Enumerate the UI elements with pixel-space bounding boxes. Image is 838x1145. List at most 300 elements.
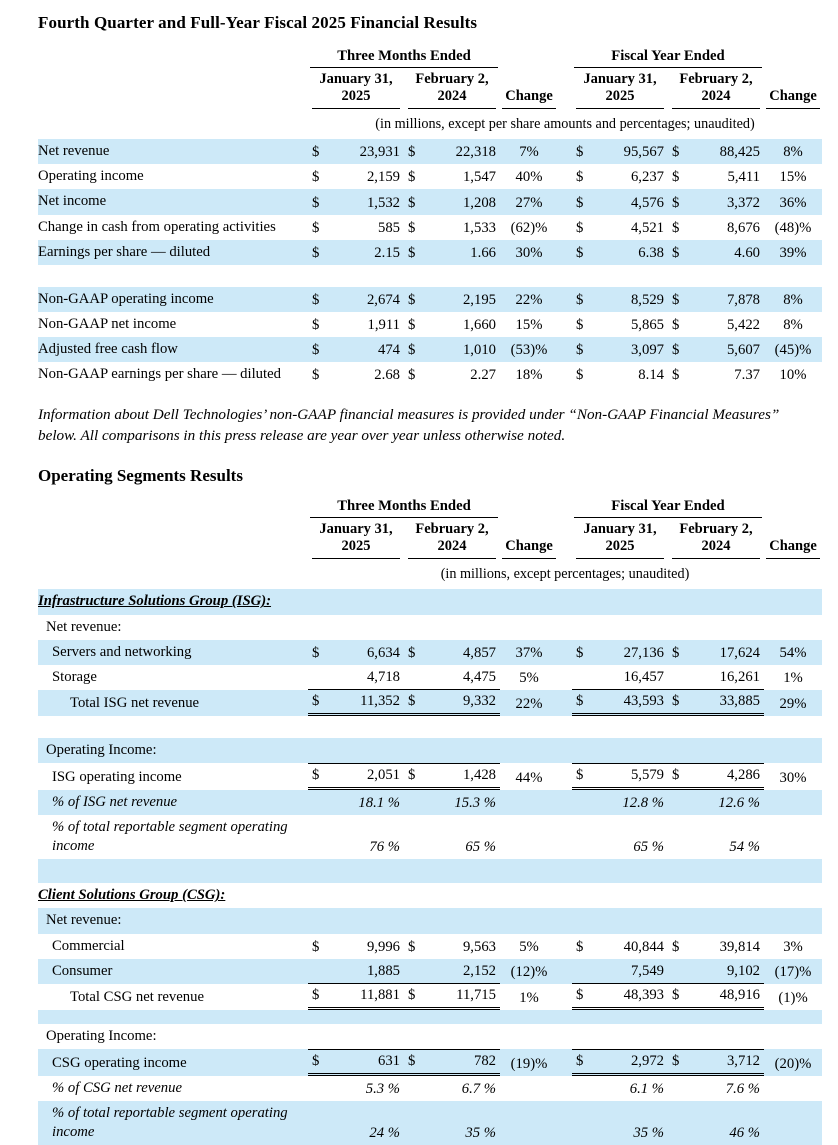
value: 2.15 xyxy=(374,244,400,261)
currency-symbol: $ xyxy=(576,194,584,211)
money-cell xyxy=(668,289,764,312)
currency-symbol: $ xyxy=(312,316,320,333)
value: 1,547 xyxy=(462,169,496,186)
money-cell xyxy=(668,836,764,859)
money-cell xyxy=(668,141,764,164)
change-cell: 39% xyxy=(779,244,807,261)
currency-symbol: $ xyxy=(408,692,416,709)
row-label: Non-GAAP operating income xyxy=(38,290,214,307)
row-label: Adjusted free cash flow xyxy=(38,340,178,357)
value: 16,261 xyxy=(719,668,760,685)
change-cell xyxy=(764,757,822,763)
change-cell: 5% xyxy=(519,669,539,686)
currency-symbol: $ xyxy=(312,169,320,186)
row-label: Total CSG net revenue xyxy=(70,988,204,1005)
currency-symbol: $ xyxy=(672,644,680,661)
row-label: Non-GAAP net income xyxy=(38,315,177,332)
money-cell xyxy=(668,936,764,959)
units-note: (in millions, except percentages; unaudited) xyxy=(440,566,690,583)
table-row xyxy=(38,984,822,1010)
money-cell xyxy=(668,242,764,265)
currency-symbol: $ xyxy=(576,219,584,236)
money-cell xyxy=(404,141,500,164)
value: 4,857 xyxy=(462,644,496,661)
row-label: Net revenue: xyxy=(46,912,122,929)
row-label: Consumer xyxy=(52,962,113,979)
currency-symbol: $ xyxy=(408,219,416,236)
currency-symbol: $ xyxy=(312,644,320,661)
change-cell: 10% xyxy=(779,367,807,384)
column-header-prior-year: February 2, 2024 xyxy=(668,521,764,559)
value: 4,521 xyxy=(630,219,664,236)
value: 23,931 xyxy=(359,144,400,161)
value: 1,010 xyxy=(462,342,496,359)
value: 4,576 xyxy=(630,194,664,211)
value: 11,881 xyxy=(360,986,400,1003)
table-row xyxy=(38,883,822,908)
money-cell xyxy=(668,928,764,934)
currency-symbol: $ xyxy=(672,219,680,236)
table-row xyxy=(38,1024,822,1049)
money-cell xyxy=(572,928,668,934)
value: 3,712 xyxy=(726,1052,760,1069)
table-row xyxy=(38,1076,822,1101)
money-cell xyxy=(308,609,404,615)
table-row xyxy=(38,690,822,716)
money-cell xyxy=(404,1078,500,1101)
table-row xyxy=(38,763,822,790)
row-label: Total ISG net revenue xyxy=(70,694,200,711)
currency-symbol: $ xyxy=(672,316,680,333)
row-label: Servers and networking xyxy=(52,643,192,660)
currency-symbol: $ xyxy=(576,169,584,186)
row-label: Earnings per share — diluted xyxy=(38,243,211,260)
money-cell xyxy=(572,1122,668,1145)
row-label: Net revenue: xyxy=(46,618,122,635)
change-cell xyxy=(764,1043,822,1049)
money-cell xyxy=(308,690,404,716)
currency-symbol: $ xyxy=(312,244,320,261)
value: 46 % xyxy=(729,1125,760,1142)
value: 8.14 xyxy=(638,367,664,384)
change-cell xyxy=(500,928,558,934)
value: 88,425 xyxy=(719,144,760,161)
money-cell xyxy=(404,642,500,665)
row-label: % of ISG net revenue xyxy=(52,794,178,810)
value: 1,533 xyxy=(462,219,496,236)
table-row xyxy=(38,287,822,312)
column-header-prior-quarter: February 2, 2024 xyxy=(404,71,500,109)
money-cell xyxy=(308,902,404,908)
row-label: ISG operating income xyxy=(52,768,182,785)
currency-symbol: $ xyxy=(408,291,416,308)
change-cell: 15% xyxy=(515,316,543,333)
change-cell: (1)% xyxy=(778,989,808,1006)
money-cell xyxy=(572,792,668,815)
money-cell xyxy=(668,609,764,615)
money-cell xyxy=(668,984,764,1010)
value: 9,996 xyxy=(366,938,400,955)
money-cell xyxy=(404,166,500,189)
currency-symbol: $ xyxy=(576,767,584,783)
money-cell xyxy=(404,634,500,640)
change-cell: (12)% xyxy=(510,963,548,980)
change-cell: 22% xyxy=(515,695,543,712)
money-cell xyxy=(404,666,500,690)
currency-symbol: $ xyxy=(408,986,416,1003)
money-cell xyxy=(668,166,764,189)
value: 8,529 xyxy=(630,291,664,308)
table-row xyxy=(38,615,822,640)
money-cell xyxy=(572,141,668,164)
row-label: % of total reportable segment operating income xyxy=(52,1104,288,1141)
money-cell xyxy=(308,364,404,387)
value: 22,318 xyxy=(455,144,496,161)
table-row xyxy=(38,215,822,240)
value: 5,865 xyxy=(630,316,664,333)
money-cell xyxy=(308,1078,404,1101)
row-label: Operating Income: xyxy=(46,741,157,758)
currency-symbol: $ xyxy=(576,244,584,261)
currency-symbol: $ xyxy=(312,367,320,384)
currency-symbol: $ xyxy=(672,692,680,709)
value: 4,286 xyxy=(726,767,760,783)
column-header-prior-quarter: February 2, 2024 xyxy=(404,521,500,559)
change-cell: (17)% xyxy=(774,963,812,980)
money-cell xyxy=(308,642,404,665)
table-row xyxy=(38,312,822,337)
period-group-quarter: Three Months Ended xyxy=(308,498,500,518)
currency-symbol: $ xyxy=(672,367,680,384)
money-cell xyxy=(404,960,500,984)
value: 40,844 xyxy=(623,938,664,955)
value: 6.38 xyxy=(638,244,664,261)
value: 5,411 xyxy=(727,169,760,186)
currency-symbol: $ xyxy=(408,342,416,359)
change-cell xyxy=(764,928,822,934)
money-cell xyxy=(404,1122,500,1145)
column-header-change: Change xyxy=(764,88,822,109)
column-header-current-quarter: January 31, 2025 xyxy=(308,71,404,109)
money-cell xyxy=(308,289,404,312)
currency-symbol: $ xyxy=(672,986,680,1003)
currency-symbol: $ xyxy=(576,316,584,333)
money-cell xyxy=(572,666,668,690)
money-cell xyxy=(572,690,668,716)
currency-symbol: $ xyxy=(672,342,680,359)
money-cell xyxy=(668,192,764,215)
change-cell: 37% xyxy=(515,644,543,661)
page-title: Fourth Quarter and Full-Year Fiscal 2025 Financial Results xyxy=(38,13,478,32)
currency-symbol: $ xyxy=(408,316,416,333)
money-cell xyxy=(668,314,764,337)
money-cell xyxy=(404,690,500,716)
value: 9,332 xyxy=(462,692,496,709)
money-cell xyxy=(308,792,404,815)
change-cell xyxy=(500,1043,558,1049)
table-row xyxy=(38,164,822,189)
column-header-prior-year: February 2, 2024 xyxy=(668,71,764,109)
change-cell: 44% xyxy=(515,770,543,786)
value: 1,208 xyxy=(462,194,496,211)
value: 9,563 xyxy=(462,938,496,955)
change-cell xyxy=(764,1095,822,1101)
money-cell xyxy=(572,166,668,189)
table-row xyxy=(38,640,822,665)
money-cell xyxy=(572,314,668,337)
row-label: % of total reportable segment operating income xyxy=(52,819,288,855)
table-row xyxy=(38,139,822,164)
currency-symbol: $ xyxy=(576,367,584,384)
change-cell xyxy=(500,1139,558,1145)
change-cell xyxy=(764,902,822,908)
spacer-row xyxy=(38,716,822,738)
currency-symbol: $ xyxy=(672,1052,680,1069)
money-cell xyxy=(308,763,404,790)
money-cell xyxy=(404,217,500,240)
money-cell xyxy=(668,217,764,240)
currency-symbol: $ xyxy=(312,342,320,359)
column-header-current-year: January 31, 2025 xyxy=(572,71,668,109)
change-cell xyxy=(500,853,558,859)
spacer-row xyxy=(38,1010,822,1024)
money-cell xyxy=(308,141,404,164)
row-label: Non-GAAP earnings per share — diluted xyxy=(38,366,281,383)
row-label: Commercial xyxy=(52,937,125,954)
change-cell: 36% xyxy=(779,194,807,211)
value: 48,393 xyxy=(623,986,664,1003)
value: 3,097 xyxy=(630,342,664,359)
value: 12.6 % xyxy=(718,795,760,812)
currency-symbol: $ xyxy=(312,194,320,211)
money-cell xyxy=(572,364,668,387)
currency-symbol: $ xyxy=(576,342,584,359)
money-cell xyxy=(404,339,500,362)
value: 2,972 xyxy=(630,1052,664,1069)
value: 5,579 xyxy=(630,767,664,783)
column-header-change: Change xyxy=(764,538,822,559)
money-cell xyxy=(308,960,404,984)
money-cell xyxy=(668,902,764,908)
value: 6.7 % xyxy=(461,1080,496,1097)
non-gaap-note: Information about Dell Technologies’ non-GAAP financial measures is provided under “Non-GAAP Financial Measures” below. All comparisons in this press release are year over year unless otherwise noted. xyxy=(38,406,780,444)
change-cell: (53)% xyxy=(510,342,548,359)
value: 5.3 % xyxy=(365,1080,400,1097)
money-cell xyxy=(404,984,500,1010)
money-cell xyxy=(404,1049,500,1076)
financial-results-table xyxy=(38,48,822,387)
currency-symbol: $ xyxy=(576,938,584,955)
money-cell xyxy=(668,642,764,665)
change-cell: 1% xyxy=(783,669,803,686)
value: 474 xyxy=(377,342,400,359)
currency-symbol: $ xyxy=(408,938,416,955)
currency-symbol: $ xyxy=(312,291,320,308)
currency-symbol: $ xyxy=(576,644,584,661)
change-cell: 29% xyxy=(779,695,807,712)
change-cell: 40% xyxy=(515,169,543,186)
money-cell xyxy=(572,763,668,790)
money-cell xyxy=(572,960,668,984)
change-cell: 5% xyxy=(519,938,539,955)
currency-symbol: $ xyxy=(672,169,680,186)
table-row xyxy=(38,908,822,933)
money-cell xyxy=(404,364,500,387)
change-cell: 27% xyxy=(515,194,543,211)
table-header xyxy=(38,498,822,587)
value: 7,878 xyxy=(726,291,760,308)
currency-symbol: $ xyxy=(408,367,416,384)
value: 6,634 xyxy=(366,644,400,661)
change-cell: 1% xyxy=(519,989,539,1006)
change-cell: (20)% xyxy=(774,1055,812,1072)
units-note: (in millions, except per share amounts and percentages; unaudited) xyxy=(375,116,755,133)
row-label: Operating income xyxy=(38,168,144,185)
currency-symbol: $ xyxy=(312,767,320,783)
section-title-operating-segments: Operating Segments Results xyxy=(38,466,243,486)
value: 8,676 xyxy=(726,219,760,236)
table-row xyxy=(38,815,822,859)
column-header-change: Change xyxy=(500,88,558,109)
row-label: Client Solutions Group (CSG): xyxy=(38,887,226,904)
money-cell xyxy=(308,928,404,934)
operating-segments-table xyxy=(38,498,822,1145)
money-cell xyxy=(308,984,404,1010)
value: 11,352 xyxy=(360,692,400,709)
change-cell xyxy=(500,609,558,615)
money-cell xyxy=(572,634,668,640)
money-cell xyxy=(668,634,764,640)
row-label: Storage xyxy=(52,668,97,685)
value: 35 % xyxy=(633,1125,664,1142)
table-row xyxy=(38,934,822,959)
value: 1,428 xyxy=(462,767,496,783)
value: 95,567 xyxy=(623,144,664,161)
change-cell: (62)% xyxy=(510,219,548,236)
value: 35 % xyxy=(465,1125,496,1142)
value: 9,102 xyxy=(726,962,760,979)
change-cell: (19)% xyxy=(510,1055,548,1072)
currency-symbol: $ xyxy=(312,986,320,1003)
currency-symbol: $ xyxy=(576,1052,584,1069)
change-cell xyxy=(500,1095,558,1101)
money-cell xyxy=(668,1049,764,1076)
currency-symbol: $ xyxy=(576,692,584,709)
value: 54 % xyxy=(729,839,760,856)
currency-symbol: $ xyxy=(672,244,680,261)
table-row xyxy=(38,362,822,387)
value: 65 % xyxy=(465,839,496,856)
value: 2.68 xyxy=(374,367,400,384)
money-cell xyxy=(404,836,500,859)
money-cell xyxy=(404,609,500,615)
money-cell xyxy=(668,339,764,362)
period-group-fiscal-year: Fiscal Year Ended xyxy=(572,498,764,518)
money-cell xyxy=(668,1122,764,1145)
money-cell xyxy=(668,1078,764,1101)
change-cell xyxy=(764,1139,822,1145)
value: 7.37 xyxy=(734,367,760,384)
value: 4,475 xyxy=(462,668,496,685)
change-cell: 8% xyxy=(783,144,803,161)
value: 65 % xyxy=(633,839,664,856)
value: 1,911 xyxy=(367,316,400,333)
value: 1,532 xyxy=(366,194,400,211)
change-cell: 30% xyxy=(515,244,543,261)
value: 631 xyxy=(377,1052,400,1069)
value: 5,422 xyxy=(726,316,760,333)
value: 6.1 % xyxy=(629,1080,664,1097)
table-row xyxy=(38,959,822,984)
money-cell xyxy=(668,792,764,815)
currency-symbol: $ xyxy=(576,986,584,1003)
row-label: Change in cash from operating activities xyxy=(38,218,276,235)
money-cell xyxy=(572,242,668,265)
money-cell xyxy=(572,902,668,908)
period-group-fiscal-year: Fiscal Year Ended xyxy=(572,48,764,68)
money-cell xyxy=(308,836,404,859)
value: 2,152 xyxy=(462,962,496,979)
column-header-change: Change xyxy=(500,538,558,559)
spacer-row xyxy=(38,859,822,883)
change-cell xyxy=(500,757,558,763)
value: 48,916 xyxy=(719,986,760,1003)
change-cell xyxy=(500,809,558,815)
money-cell xyxy=(668,690,764,716)
money-cell xyxy=(572,984,668,1010)
money-cell xyxy=(404,314,500,337)
currency-symbol: $ xyxy=(576,291,584,308)
money-cell xyxy=(308,936,404,959)
value: 1,885 xyxy=(366,962,400,979)
currency-symbol: $ xyxy=(672,938,680,955)
change-cell: 30% xyxy=(779,770,807,786)
currency-symbol: $ xyxy=(312,144,320,161)
table-row xyxy=(38,1049,822,1076)
money-cell xyxy=(404,902,500,908)
currency-symbol: $ xyxy=(408,767,416,783)
money-cell xyxy=(308,1122,404,1145)
change-cell: 7% xyxy=(519,144,539,161)
table-row xyxy=(38,337,822,362)
currency-symbol: $ xyxy=(408,244,416,261)
money-cell xyxy=(308,242,404,265)
row-label: Net revenue xyxy=(38,143,110,160)
change-cell: 3% xyxy=(783,938,803,955)
money-cell xyxy=(572,1049,668,1076)
change-cell: 18% xyxy=(515,367,543,384)
money-cell xyxy=(308,314,404,337)
value: 2.27 xyxy=(470,367,496,384)
currency-symbol: $ xyxy=(576,144,584,161)
row-label: CSG operating income xyxy=(52,1054,187,1071)
operating-segments-rows xyxy=(38,589,822,1145)
change-cell: (45)% xyxy=(774,342,812,359)
money-cell xyxy=(572,1078,668,1101)
money-cell xyxy=(572,289,668,312)
money-cell xyxy=(308,192,404,215)
spacer-row xyxy=(38,265,822,287)
value: 11,715 xyxy=(456,986,496,1003)
table-row xyxy=(38,189,822,214)
table-row xyxy=(38,589,822,614)
money-cell xyxy=(404,192,500,215)
currency-symbol: $ xyxy=(408,1052,416,1069)
value: 12.8 % xyxy=(622,795,664,812)
change-cell xyxy=(500,634,558,640)
change-cell: (48)% xyxy=(774,219,812,236)
column-header-current-quarter: January 31, 2025 xyxy=(308,521,404,559)
